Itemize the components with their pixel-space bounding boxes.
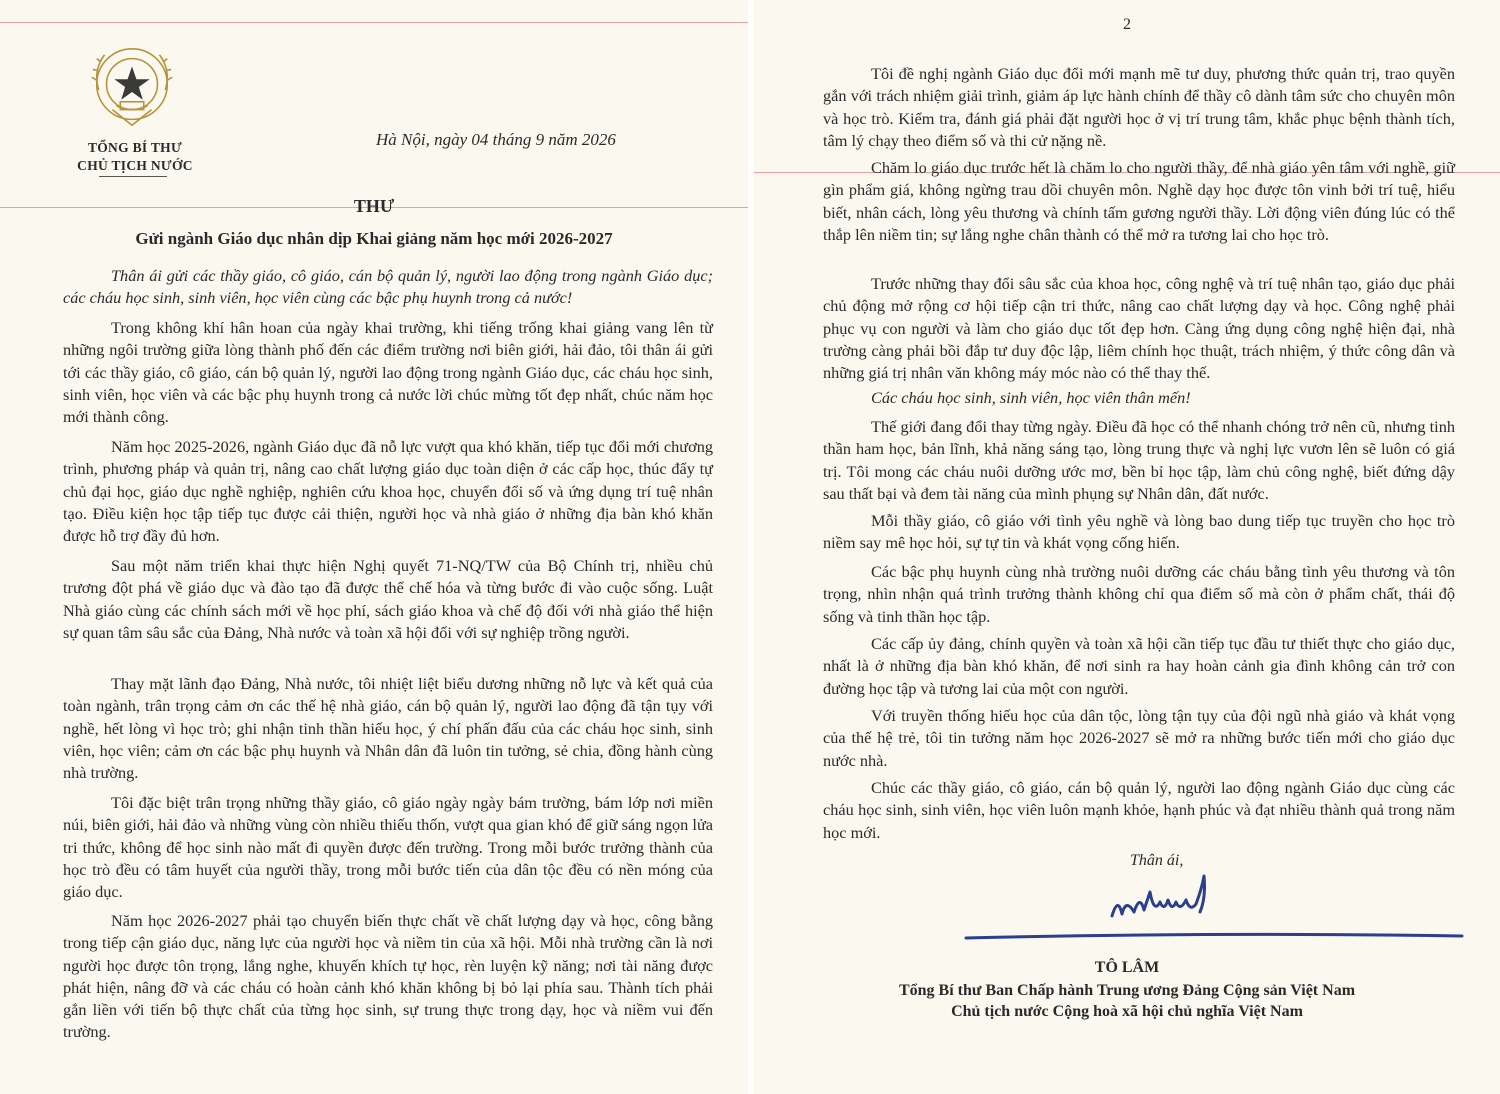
paragraph: Năm học 2026-2027 phải tạo chuyển biến thực chất về chất lượng dạy và học, công bằng trong tiếp cận giáo dục, năng lực của người học và niềm tin của xã hội. Mỗi nhà trường cần là nơi người học được tôn trọng, lắng nghe, khuyến khích tự học, rèn luyện kỹ năng; nơi tài năng được phát hiện, nâng đỡ và các cháu có hoàn cảnh khó khăn không bị bỏ lại phía sau. Thành tích phải gắn liền với tiến bộ thực chất của từng học sinh, sự trung thực trong dạy, học và niềm vui đến trường. [63,911,713,1042]
paragraph: Thay mặt lãnh đạo Đảng, Nhà nước, tôi nhiệt liệt biểu dương những nỗ lực và kết quả của toàn ngành, trân trọng cảm ơn các thế hệ nhà giáo, cán bộ quản lý, người lao động đã tận tụy với nghề, hết lòng vì học trò; ghi nhận tinh thần hiếu học, ý chí phấn đấu của các cháu học sinh, sinh viên, học viên; cảm ơn các bậc phụ huynh và Nhân dân đã luôn tin tưởng, sẻ chia, đồng hành cùng nhà trường. [63,674,713,783]
paragraph: Các cấp ủy đảng, chính quyền và toàn xã hội cần tiếp tục đầu tư thiết thực cho giáo dục, nhất là ở những địa bàn khó khăn, để nơi sinh ra hay hoàn cảnh gia đình không cản trở con đường học tập và tương lai của một con người. [823,634,1455,698]
paragraph: Tôi đặc biệt trân trọng những thầy giáo, cô giáo ngày ngày bám trường, bám lớp nơi miền núi, biên giới, hải đảo và những vùng còn nhiều thiếu thốn, vượt qua gian khó để giữ sáng ngọn lửa tri thức, không để học sinh nào mất đi quyền được đến trường. Trong mỗi bước trưởng thành của học trò đều có tâm huyết của người thầy, trong mỗi bước tiến của dân tộc đều có nền móng của giáo dục. [63,793,713,902]
signer-title-2: Chủ tịch nước Cộng hoà xã hội chủ nghĩa Việt Nam [951,1003,1303,1020]
paragraph: Năm học 2025-2026, ngành Giáo dục đã nỗ lực vượt qua khó khăn, tiếp tục đổi mới chương trình, phương pháp và quản trị, nâng cao chất lượng giáo dục toàn diện ở các cấp học, thúc đẩy tự chủ đại học, giáo dục nghề nghiệp, nghiên cứu khoa học, chuyển đổi số và ứng dụng trí tuệ nhân tạo. Điều kiện học tập tiếp tục được cải thiện, người học và nhà giáo ở những địa bàn khó khăn được hỗ trợ đầy đủ hơn. [63,437,713,546]
paragraph: Trước những thay đổi sâu sắc của khoa học, công nghệ và trí tuệ nhân tạo, giáo dục phải chủ động mở rộng cơ hội tiếp cận tri thức, nâng cao chất lượng dạy và học. Công nghệ phải phục vụ con người và làm cho giáo dục tốt đẹp hơn. Càng ứng dụng công nghệ hiện đại, nhà trường càng phải bồi đắp tư duy độc lập, liêm chính học thuật, trách nhiệm, ý thức công dân và những giá trị nhân văn không máy móc nào có thể thay thế. [823,274,1455,383]
org-line-1: TỔNG BÍ THƯ [87,140,183,155]
org-underline [99,176,167,177]
paragraph: Chúc các thầy giáo, cô giáo, cán bộ quản lý, người lao động ngành Giáo dục cùng các cháu học sinh, sinh viên, học viên luôn mạnh khỏe, hạnh phúc và đạt nhiều thành quả trong năm học mới. [823,778,1455,842]
signer-title-1: Tổng Bí thư Ban Chấp hành Trung ương Đảng Cộng sản Việt Nam [898,982,1356,999]
paragraph: Các bậc phụ huynh cùng nhà trường nuôi dưỡng các cháu bằng tình yêu thương và tôn trọng, nhìn nhận quá trình trưởng thành không chỉ qua điểm số mà còn ở phẩm chất, thái độ sống và tinh thần học tập. [823,562,1455,626]
greeting-students: Các cháu học sinh, sinh viên, học viên thân mến! [871,388,1191,407]
signer-name: TÔ LÂM [1094,959,1160,976]
paragraph: Sau một năm triển khai thực hiện Nghị quyết 71-NQ/TW của Bộ Chính trị, nhiều chủ trương đột phá về giáo dục và đào tạo đã được thể chế hóa và từng bước đi vào cuộc sống. Luật Nhà giáo cùng các chính sách mới về học phí, sách giáo khoa và chế độ đối với nhà giáo thể hiện sự quan tâm sâu sắc của Đảng, Nhà nước và toàn xã hội đối với sự nghiệp trồng người. [63,556,713,642]
signature-underline [964,930,1464,944]
org-line-2: CHỦ TỊCH NƯỚC [77,158,193,173]
paragraph: Mỗi thầy giáo, cô giáo với tình yêu nghề và lòng bao dung tiếp tục truyền cho học trò niềm say mê học hỏi, sự tự tin và khát vọng cống hiến. [823,511,1455,553]
letter-subject: Gửi ngành Giáo dục nhân dịp Khai giảng năm học mới 2026-2027 [135,229,613,248]
letter-page-1 [0,0,748,1094]
letter-title: THƯ [353,196,395,216]
letter-page-2 [754,0,1500,1094]
letter-date: Hà Nội, ngày 04 tháng 9 năm 2026 [376,130,616,149]
top-red-rule [0,22,748,23]
paragraph: Chăm lo giáo dục trước hết là chăm lo cho người thầy, để nhà giáo yên tâm với nghề, giữ gìn phẩm giá, không ngừng trau dồi chuyên môn. Nghề dạy học được tôn vinh bởi trí tuệ, hiểu biết, nhân cách, lòng yêu thương và chính tấm gương người thầy. Lời động viên đúng lúc có thể thắp lên niềm tin; sự lắng nghe chân thành có thể mở ra tương lai cho học trò. [823,158,1455,244]
paragraph: Thế giới đang đổi thay từng ngày. Điều đã học có thể nhanh chóng trở nên cũ, nhưng tinh thần ham học, bản lĩnh, khả năng sáng tạo, lòng trung thực và nghị lực vươn lên sẽ luôn có giá trị. Tôi mong các cháu nuôi dưỡng ước mơ, bền bỉ học tập, làm chủ công nghệ, biết đứng dậy sau thất bại và đem tài năng của mình phụng sự Nhân dân, đất nước. [823,417,1455,503]
paragraph: Trong không khí hân hoan của ngày khai trường, khi tiếng trống khai giảng vang lên từ những ngôi trường giữa lòng thành phố đến các điểm trường nơi biên giới, hải đảo, tôi thân ái gửi tới các thầy giáo, cô giáo, cán bộ quản lý, người lao động trong ngành Giáo dục, các cháu học sinh, sinh viên, học viên và các bậc phụ huynh trong cả nước lời chúc mừng tốt đẹp nhất, chúc năm học mới thành công. [63,318,713,427]
national-emblem-icon [83,40,181,140]
closing: Thân ái, [1130,852,1184,869]
paragraph: Với truyền thống hiếu học của dân tộc, lòng tận tụy của đội ngũ nhà giáo và khát vọng của thế hệ trẻ, tôi tin tưởng năm học 2026-2027 sẽ mở ra những bước tiến mới cho giáo dục nước nhà. [823,706,1455,770]
handwritten-signature [1104,868,1234,928]
page-number: 2 [1123,16,1131,33]
salutation: Thân ái gửi các thầy giáo, cô giáo, cán bộ quản lý, người lao động trong ngành Giáo dục; các cháu học sinh, sinh viên, học viên cùng các bậc phụ huynh trong cả nước! [63,266,713,308]
paragraph: Tôi đề nghị ngành Giáo dục đổi mới mạnh mẽ tư duy, phương thức quản trị, trao quyền gắn với trách nhiệm giải trình, giảm áp lực hành chính để thầy cô dành tâm sức cho chuyên môn và học trò. Kiểm tra, đánh giá phải đặt người học ở vị trí trung tâm, khắc phục bệnh thành tích, tâm lý chạy theo điểm số và thi cử nặng nề. [823,64,1455,150]
